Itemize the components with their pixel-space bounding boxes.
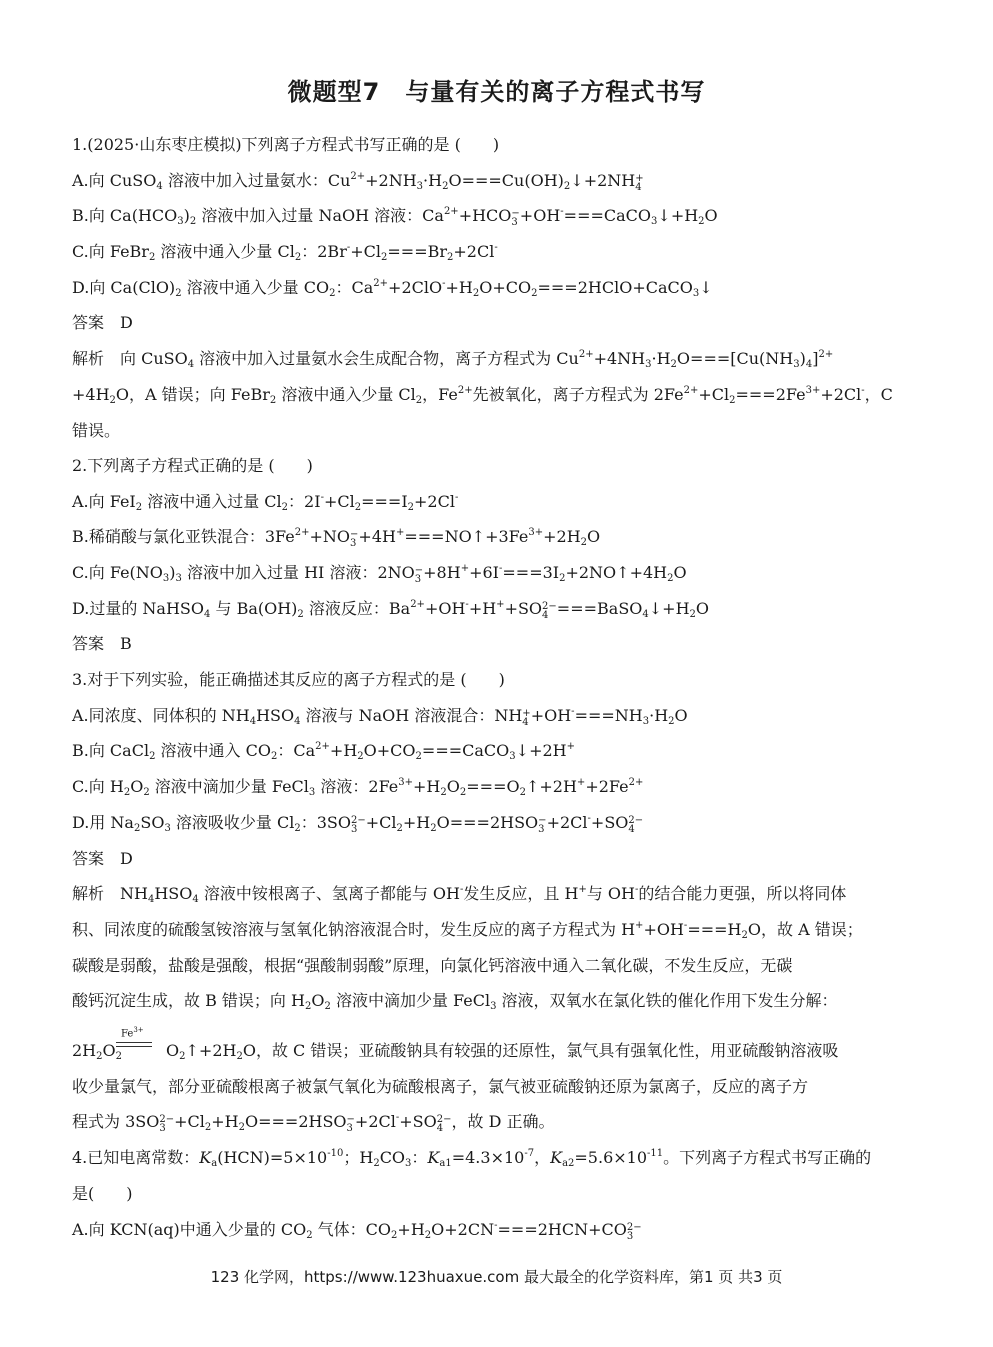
- text-line: 4.已知电离常数：$K_a(HCN)=5\times 10^{-10}$；$H_2CO_3$：$K_{a1}=4.3\times 10^{-7}$，$K_{a2}=5.6\times 10^{-11}$。下列离子方程式书写正确的: [72, 1148, 872, 1169]
- text-line: $2H_2O_2$ $O_2↑+2H_2O$，故 C 错误；亚硫酸钠具有较强的还原性，氯气具有强氧化性，用亚硫酸钠溶液吸: [72, 1041, 839, 1062]
- text-line: C.向 $H_2O_2$ 溶液中滴加少量 FeCl$_3$ 溶液：$2Fe^{3+}+H_2O_2===O_2↑+2H^++2Fe^{2+}$: [72, 777, 644, 798]
- page-footer: 123 化学网，https://www.123huaxue.com 最大最全的化学资料库，第1 页 共3 页: [210, 1268, 783, 1286]
- text-line: 答案 B: [72, 634, 132, 653]
- text-line: 2.下列离子方程式正确的是 ( ): [72, 456, 313, 475]
- text-line: B.向 CaCl$_2$ 溶液中通入 $CO_2$：$Ca^{2+}+H_2O+CO_2===CaCO_3↓+2H^+$: [72, 741, 575, 762]
- text-line: 是( ): [72, 1184, 133, 1203]
- text-line: A.向 KCN(aq)中通入少量的 $CO_2$ 气体：$CO_2+H_2O+2CN^-===2HCN+CO$ 2− 3: [72, 1220, 642, 1242]
- text-line: 答案 D: [72, 849, 133, 868]
- text-line: 答案 D: [72, 313, 133, 332]
- text-line: 错误。: [72, 421, 121, 440]
- text-line: A.同浓度、同体积的 $NH_4HSO_4$ 溶液与 NaOH 溶液混合：NH + 4 $+OH^-===NH_3\cdot H_2O$: [72, 706, 688, 728]
- text-line: $+4H_2O$，A 错误；向 FeBr$_2$ 溶液中通入少量 $Cl_2$，$Fe^{2+}$先被氧化，离子方程式为 $2Fe^{2+}+Cl_2===2Fe^{3+}+2Cl^-$，C: [72, 385, 893, 406]
- text-line: 酸钙沉淀生成，故 B 错误；向 $H_2O_2$ 溶液中滴加少量 FeCl$_3$ 溶液，双氧水在氯化铁的催化作用下发生分解：: [72, 991, 838, 1012]
- text-line: 解析 向 CuSO$_4$ 溶液中加入过量氨水会生成配合物，离子方程式为 $Cu^{2+}+4NH_3\cdot H_2O===[Cu(NH_3)_4]^{2+}$: [72, 349, 834, 370]
- reaction-arrow: [116, 1042, 152, 1047]
- text-line: D.过量的 NaHSO$_4$ 与 $Ba(OH)_2$ 溶液反应：$Ba^{2+}+OH^-+H^++SO$ 2− 4 $===BaSO_4↓+H_2O$: [72, 599, 710, 621]
- text-line: C.向 FeBr$_2$ 溶液中通入少量 $Cl_2$：$2Br^-+Cl_2===Br_2+2Cl^-$: [72, 242, 498, 263]
- text-line: 积、同浓度的硫酸氢铵溶液与氢氧化钠溶液混合时，发生反应的离子方程式为 $H^++OH^-===H_2O$，故 A 错误；: [72, 920, 863, 941]
- text-line: D.用 $Na_2SO_3$ 溶液吸收少量 $Cl_2$：3SO 2− 3 $+Cl_2+H_2O===2HSO$ − 3 +2Cl-+SO 2− 4: [72, 813, 644, 835]
- text-line: 收少量氯气，部分亚硫酸根离子被氯气氧化为硫酸根离子，氯气被亚硫酸钠还原为氯离子，反应的离子方: [72, 1077, 809, 1096]
- text-line: 解析 $NH_4HSO_4$ 溶液中铵根离子、氢离子都能与 OH-发生反应，且 H+与 OH-的结合能力更强，所以将同体: [72, 884, 847, 905]
- text-line: 1.(2025·山东枣庄模拟)下列离子方程式书写正确的是 ( ): [72, 135, 500, 154]
- text-line: 程式为 3SO 2− 3 $+Cl_2+H_2O===2HSO$ − 3 +2Cl-+SO 2− 4 ，故 D 正确。: [72, 1112, 555, 1134]
- text-line: B.稀硝酸与氯化亚铁混合：$3Fe^{2+}+NO$ − 3 $+4H^+===NO↑+3Fe^{3+}+2H_2O$: [72, 527, 601, 549]
- text-line: 3.对于下列实验，能正确描述其反应的离子方程式的是 ( ): [72, 670, 505, 689]
- text-line: B.向 $Ca(HCO_3)_2$ 溶液中加入过量 NaOH 溶液：$Ca^{2+}+HCO$ − 3 $+OH^-===CaCO_3↓+H_2O$: [72, 206, 718, 228]
- text-line: A.向 FeI$_2$ 溶液中通入过量 $Cl_2$：$2I^-+Cl_2===I_2+2Cl^-$: [72, 492, 459, 513]
- text-line: C.向 $Fe(NO_3)_3$ 溶液中加入过量 HI 溶液：2NO − 3 $+8H^++6I^-===3I_2+2NO↑+4H_2O$: [72, 563, 687, 585]
- text-line: D.向 $Ca(ClO)_2$ 溶液中通入少量 $CO_2$：$Ca^{2+}+2ClO^-+H_2O+CO_2===2HClO+CaCO_3↓$: [72, 278, 713, 299]
- text-line: A.向 CuSO$_4$ 溶液中加入过量氨水：$Cu^{2+}+2NH_3\cdot H_2O===Cu(OH)_2↓+2NH$ + 4: [72, 171, 644, 193]
- catalyst-label: $Fe^{3+}$: [121, 1026, 144, 1040]
- text-line: 碳酸是弱酸，盐酸是强酸，根据“强酸制弱酸”原理，向氯化钙溶液中通入二氧化碳，不发生反应，无碳: [72, 956, 793, 975]
- page-title: 微题型7 与量有关的离子方程式书写: [287, 78, 706, 106]
